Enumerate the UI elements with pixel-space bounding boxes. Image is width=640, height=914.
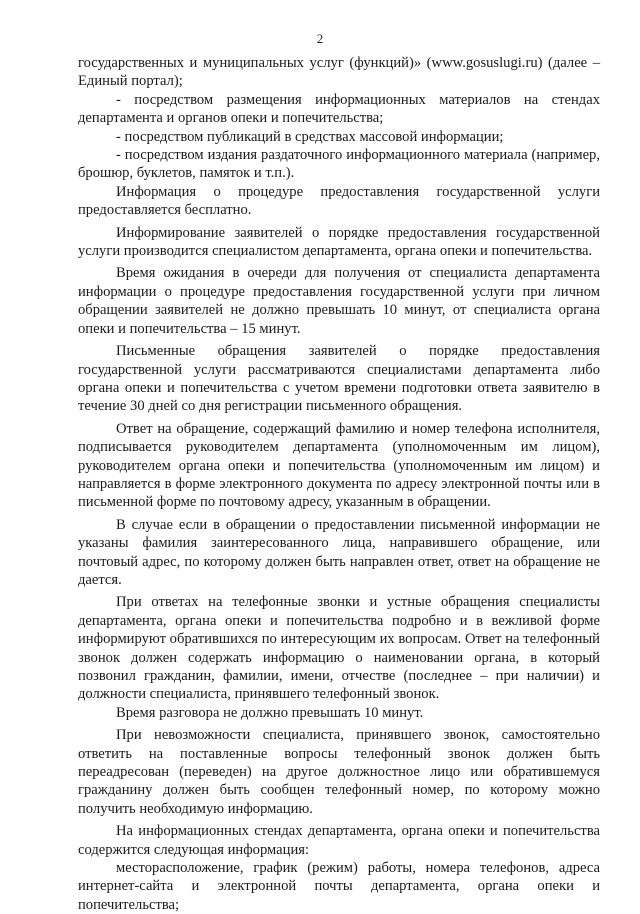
paragraph-location: месторасположение, график (режим) работы, номера телефонов, адреса интернет-сайта и электронной почты департамента, органа опеки и попечительства; <box>78 860 600 913</box>
paragraph-informing: Информирование заявителей о порядке предоставления государственной услуги производится специалистом департамента, органа опеки и попечительства. <box>78 224 600 260</box>
paragraph-call-redirect: При невозможности специалиста, принявшего звонок, самостоятельно ответить на поставленные вопросы телефонный звонок должен быть переадресован (переведен) на другое должностное лицо или обратившемуся гражданину должен быть сообщен телефонный номер, по которому можно получить необходимую информацию. <box>78 727 600 817</box>
paragraph-phone-calls: При ответах на телефонные звонки и устные обращения специалисты департамента, органа опеки и попечительства подробно и в вежливой форме информируют обратившихся по интересующим их вопросам. Ответ на телефонный звонок должен содержать информацию о наименовании органа, в который позвонил гражданин, фамилии, имени, отчестве (последнее – при наличии) и должности специалиста, принявшего телефонный звонок. <box>78 594 600 703</box>
paragraph-call-duration: Время разговора не должно превышать 10 минут. <box>116 704 424 721</box>
paragraph-portal: государственных и муниципальных услуг (функций)» (www.gosuslugi.ru) (далее – Единый портал); <box>78 55 600 90</box>
paragraph-response: Ответ на обращение, содержащий фамилию и номер телефона исполнителя, подписывается руководителем департамента (уполномоченным им лицом), руководителем органа опеки и попечительства (уполномоченным им лицом) и направляется в форме электронного документа по адресу электронной почты или в письменной форме по почтовому адресу, указанным в обращении. <box>78 420 600 511</box>
paragraph-free-info: Информация о процедуре предоставления государственной услуги предоставляется бесплатно. <box>78 183 600 219</box>
document-body <box>78 54 600 914</box>
paragraph-info-stands: На информационных стендах департамента, органа опеки и попечительства содержится следующая информация: <box>78 823 600 858</box>
paragraph-written-requests: Письменные обращения заявителей о порядке предоставления государственной услуги рассматриваются специалистами департамента либо органа опеки и попечительства с учетом времени подготовки ответа заявителю в течение 30 дней со дня регистрации письменного обращения. <box>78 343 600 415</box>
paragraph-handouts: - посредством издания раздаточного информационного материала (например, брошюр, буклетов, памяток и т.п.). <box>78 147 600 182</box>
paragraph-media: - посредством публикаций в средствах массовой информации; <box>116 128 504 145</box>
paragraph-waiting-time: Время ожидания в очереди для получения от специалиста департамента информации о процедуре предоставления государственной услуги при личном обращении заявителей не должно превышать 10 минут, от специалиста органа опеки и попечительства – 15 минут. <box>78 265 600 337</box>
paragraph-no-response: В случае если в обращении о предоставлении письменной информации не указаны фамилия заинтересованного лица, направившего обращение, или почтовый адрес, по которому должен быть направлен ответ, ответ на обращение не дается. <box>78 516 600 588</box>
page-number: 2 <box>316 31 324 46</box>
paragraph-stands: - посредством размещения информационных материалов на стендах департамента и органов опеки и попечительства; <box>78 91 600 127</box>
